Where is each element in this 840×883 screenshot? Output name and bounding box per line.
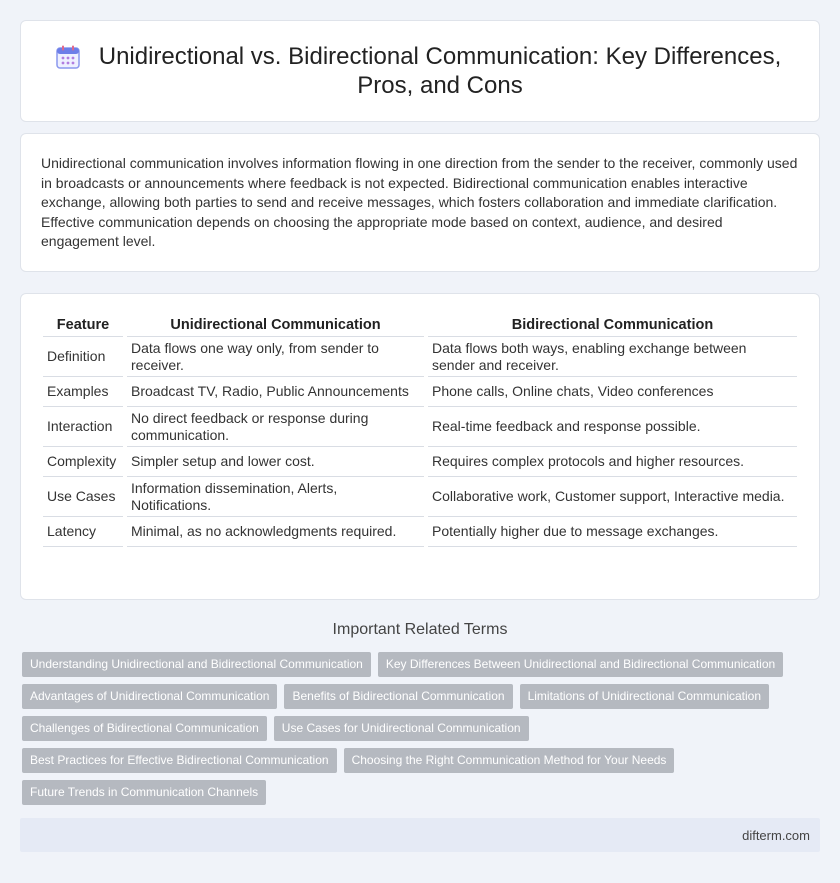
related-terms-title: Important Related Terms	[332, 621, 508, 638]
related-term-tag[interactable]: Best Practices for Effective Bidirectional Communication	[22, 748, 337, 773]
table-row	[43, 447, 797, 477]
page-title: Unidirectional vs. Bidirectional Communication: Key Differences, Pros, and Cons	[98, 43, 782, 99]
column-header-feature: Feature	[43, 312, 123, 337]
table-cell: Use Cases	[43, 477, 123, 517]
table-cell: Examples	[43, 377, 123, 407]
column-header-bidirectional: Bidirectional Communication	[428, 312, 797, 337]
table-cell: Real-time feedback and response possible.	[428, 407, 797, 447]
table-row	[43, 377, 797, 407]
comparison-table-card	[20, 293, 820, 600]
table-cell: Broadcast TV, Radio, Public Announcements	[127, 377, 424, 407]
related-term-tag[interactable]: Understanding Unidirectional and Bidirectional Communication	[22, 652, 371, 677]
table-row	[43, 517, 797, 547]
header-card	[20, 20, 820, 122]
table-header-row	[43, 312, 797, 337]
table-cell: Phone calls, Online chats, Video conferences	[428, 377, 797, 407]
table-cell: Complexity	[43, 447, 123, 477]
table-cell: Potentially higher due to message exchanges.	[428, 517, 797, 547]
table-cell: Requires complex protocols and higher resources.	[428, 447, 797, 477]
calendar-icon	[55, 44, 81, 70]
table-cell: Data flows one way only, from sender to receiver.	[127, 337, 424, 377]
related-term-tag[interactable]: Use Cases for Unidirectional Communication	[274, 716, 529, 741]
table-cell: Latency	[43, 517, 123, 547]
related-term-tag[interactable]: Advantages of Unidirectional Communication	[22, 684, 277, 709]
table-cell: Minimal, as no acknowledgments required.	[127, 517, 424, 547]
related-term-tag[interactable]: Future Trends in Communication Channels	[22, 780, 266, 805]
intro-text: Unidirectional communication involves information flowing in one direction from the sender to the receiver, commonly used in broadcasts or announcements where feedback is not expected. Bidirectional communication enables interactive exchange, allowing both parties to send and receive messages, which fosters collaboration and immediate clarification. Effective communication depends on choosing the appropriate mode based on context, audience, and desired engagement level.	[41, 155, 798, 250]
comparison-table	[39, 312, 801, 547]
related-term-tag[interactable]: Limitations of Unidirectional Communication	[520, 684, 769, 709]
related-term-tag[interactable]: Benefits of Bidirectional Communication	[284, 684, 512, 709]
title-wrap	[55, 42, 785, 100]
table-cell: No direct feedback or response during communication.	[127, 407, 424, 447]
table-cell: Definition	[43, 337, 123, 377]
related-terms-tags	[20, 652, 810, 805]
footer	[20, 818, 820, 852]
column-header-unidirectional: Unidirectional Communication	[127, 312, 424, 337]
table-row	[43, 407, 797, 447]
table-cell: Collaborative work, Customer support, Interactive media.	[428, 477, 797, 517]
table-cell: Simpler setup and lower cost.	[127, 447, 424, 477]
related-term-tag[interactable]: Key Differences Between Unidirectional and Bidirectional Communication	[378, 652, 783, 677]
table-row	[43, 337, 797, 377]
intro-card	[20, 133, 820, 272]
table-cell: Interaction	[43, 407, 123, 447]
table-cell: Information dissemination, Alerts, Notifications.	[127, 477, 424, 517]
footer-site-link[interactable]: difterm.com	[742, 827, 810, 843]
related-term-tag[interactable]: Choosing the Right Communication Method for Your Needs	[344, 748, 675, 773]
table-row	[43, 477, 797, 517]
table-cell: Data flows both ways, enabling exchange between sender and receiver.	[428, 337, 797, 377]
related-term-tag[interactable]: Challenges of Bidirectional Communication	[22, 716, 267, 741]
